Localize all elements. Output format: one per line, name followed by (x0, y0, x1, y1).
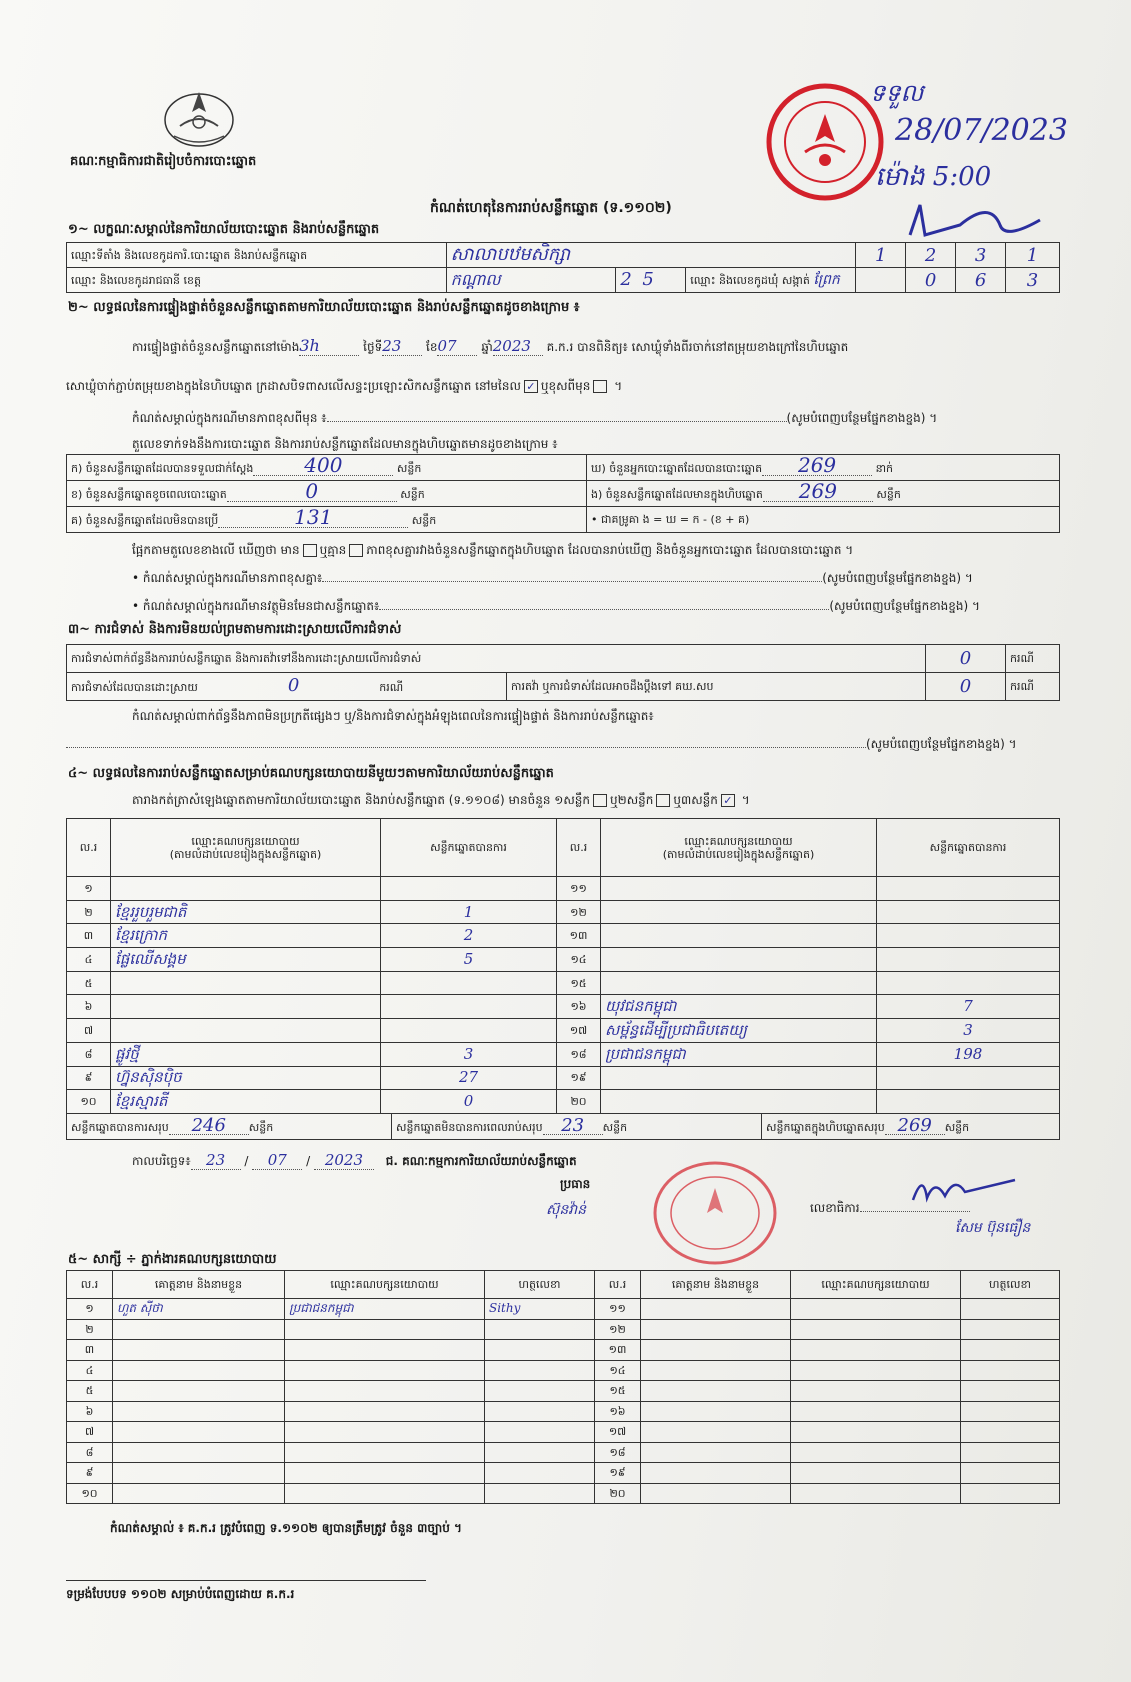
witness-name (113, 1463, 285, 1484)
col-no-left: ល.រ (67, 819, 111, 877)
party-name (601, 900, 877, 924)
form-footer: ទម្រង់បែបបទ ១១០២ សម្រាប់បំពេញដោយ គ.ក.រ (66, 1587, 295, 1601)
witness-sign (961, 1319, 1060, 1340)
table-row (67, 1442, 1060, 1463)
location-label: ឈ្មោះទីតាំង និងលេខកូដការិ.បោះឆ្នោត និងរាប់សន្លឹកឆ្នោត (67, 243, 447, 268)
witness-party (791, 1422, 961, 1443)
party-name (601, 948, 877, 972)
party-name: ខ្មែររួបរួមជាតិ (111, 900, 381, 924)
formula-cell: • ជាគម្រូគា ង = ឃ = ក - (ខ + គ) (587, 507, 1060, 533)
table-row (67, 1483, 1060, 1504)
witness-name (113, 1319, 285, 1340)
spoiled-ballots-cell: ខ) ចំនួនសន្លឹកឆ្នោតខូចពេលបោះឆ្នោត 0 សន្លឹក (67, 481, 587, 507)
row-no: ៥ (67, 971, 111, 995)
objections-table (66, 644, 1060, 701)
witness-no: ២០ (595, 1483, 641, 1504)
party-votes: 2 (381, 924, 557, 948)
diff-bullet2: • កំណត់សម្គាល់ក្នុងករណីមានវត្ថុមិនមែនជាសន្លឹកឆ្នោត៖ (សូមបំពេញបន្ថែមផ្នែកខាងខ្នង) ។ (132, 599, 980, 613)
same-checkbox[interactable]: ✓ (524, 380, 538, 393)
row-no: ៤ (67, 948, 111, 972)
row-no: ៧ (67, 1019, 111, 1043)
party-votes (381, 971, 557, 995)
witness-name (641, 1483, 791, 1504)
received-time: ម៉ោង 5:00 (875, 162, 992, 192)
witness-name (641, 1463, 791, 1484)
table-row (67, 1381, 1060, 1402)
totals-table (66, 1113, 1060, 1140)
location-table (66, 242, 1060, 293)
witness-no: ១៩ (595, 1463, 641, 1484)
row-no: ១៧ (557, 1019, 601, 1043)
ballots-in-box-cell: ង) ចំនួនសន្លឹកឆ្នោតដែលមានក្នុងហិបឆ្នោត 269 សន្លឹក (587, 481, 1060, 507)
section3-title: ៣~ ការជំទាស់ និងការមិនយល់ព្រមតាមការដោះស្រាយលើការជំទាស់ (68, 622, 402, 637)
witness-name (641, 1442, 791, 1463)
row-no: ១២ (557, 900, 601, 924)
witness-no: ៧ (67, 1422, 113, 1443)
voters-cell: ឃ) ចំនួនអ្នកបោះឆ្នោតដែលបានបោះឆ្នោត 269 នាក់ (587, 455, 1060, 481)
row-no: ១៩ (557, 1066, 601, 1090)
witness-name (641, 1340, 791, 1361)
province-label: ឈ្មោះ និងលេខកូដរាជធានី ខេត្ត (67, 268, 447, 293)
party-votes: 0 (381, 1090, 557, 1114)
witness-no: ៨ (67, 1442, 113, 1463)
witness-party (285, 1463, 485, 1484)
section2-title: ២~ លទ្ធផលនៃការផ្ទៀងផ្ទាត់ចំនួនសន្លឹកឆ្នោតតាមការិយាល័យបោះឆ្នោត និងរាប់សន្លឹកឆ្នោតដូចខាងក្រោម ៖ (68, 300, 580, 315)
has-diff-checkbox[interactable] (303, 544, 317, 557)
section5-title: ៥~ សាក្សី ÷ ភ្នាក់ងារគណបក្សនយោបាយ (68, 1252, 277, 1267)
party-votes: 7 (877, 995, 1060, 1019)
appeal-unit: ករណី (1006, 673, 1060, 701)
witness-party (285, 1319, 485, 1340)
party-votes (877, 948, 1060, 972)
witness-sign (485, 1381, 595, 1402)
table-row (67, 995, 1060, 1019)
party-name (601, 1066, 877, 1090)
col-party-left: ឈ្មោះគណបក្សនយោបាយ (តាមលំដាប់លេខរៀងក្នុងសន្លឹកឆ្នោត) (111, 819, 381, 877)
party-votes: 198 (877, 1042, 1060, 1066)
objection-value: 0 (926, 645, 1006, 673)
party-votes (381, 1019, 557, 1043)
witness-party (791, 1299, 961, 1320)
witness-sign (961, 1483, 1060, 1504)
row-no: ១៤ (557, 948, 601, 972)
resolved-cell: ការជំទាស់ដែលបានដោះស្រាយ 0 ករណី (67, 673, 507, 701)
w-col-no-left: ល.រ (67, 1271, 113, 1299)
table-row (67, 1066, 1060, 1090)
row-no: ១១ (557, 877, 601, 901)
witness-party (791, 1381, 961, 1402)
witness-party (285, 1381, 485, 1402)
party-name: ផ្លូវថ្មី (111, 1042, 381, 1066)
province-value: កណ្ដាល (446, 268, 616, 293)
witness-name (641, 1422, 791, 1443)
table-row (67, 877, 1060, 901)
row-no: ២០ (557, 1090, 601, 1114)
witness-name: ហួត ស៊ីថា (113, 1299, 285, 1320)
row-no: ១៦ (557, 995, 601, 1019)
secretary-signature-icon (905, 1168, 1025, 1208)
party-name (111, 1019, 381, 1043)
table-row (67, 1019, 1060, 1043)
objection-label: ការជំទាស់ពាក់ព័ន្ធនឹងការរាប់សន្លឹកឆ្នោត និងការតវ៉ាទៅនឹងការដោះស្រាយលើការជំទាស់ (67, 645, 926, 673)
witness-sign (485, 1319, 595, 1340)
commune-code-2: 6 (956, 268, 1006, 293)
table-row (67, 900, 1060, 924)
witness-sign (961, 1463, 1060, 1484)
two-sheet-checkbox[interactable] (656, 794, 670, 807)
section4-title: ៤~ លទ្ធផលនៃការរាប់សន្លឹកឆ្នោតសម្រាប់គណបក្សនយោបាយនីមួយៗតាមការិយាល័យរាប់សន្លឹកឆ្នោត (68, 766, 554, 781)
witness-sign (961, 1299, 1060, 1320)
party-votes: 27 (381, 1066, 557, 1090)
witness-no: ១៦ (595, 1401, 641, 1422)
three-sheet-checkbox[interactable]: ✓ (721, 794, 735, 807)
table-row (67, 1401, 1060, 1422)
witness-sign (485, 1463, 595, 1484)
witness-party (285, 1340, 485, 1361)
table-row (67, 1299, 1060, 1320)
w-col-name-left: គោត្តនាម និងនាមខ្លួន (113, 1271, 285, 1299)
objection-unit: ករណី (1006, 645, 1060, 673)
total-invalid-cell: សន្លឹកឆ្នោតមិនបានការពេលរាប់សរុប 23 សន្លឹក (392, 1114, 762, 1140)
table-row (67, 971, 1060, 995)
party-votes (381, 877, 557, 901)
witness-no: ៥ (67, 1381, 113, 1402)
witness-name (113, 1381, 285, 1402)
party-votes (877, 877, 1060, 901)
received-ballots-cell: ក) ចំនួនសន្លឹកឆ្នោតដែលបានទទួលជាក់ស្តែង 400 សន្លឹក (67, 455, 587, 481)
party-name: ខ្មែរក្រោក (111, 924, 381, 948)
appeal-label: ការតវ៉ា ឬការជំទាស់ដែលអាចដឹងប្ដឹងទៅ គឃ.សប (507, 673, 926, 701)
witness-no: ១២ (595, 1319, 641, 1340)
witness-party (791, 1463, 961, 1484)
witness-party (791, 1340, 961, 1361)
witness-name (113, 1340, 285, 1361)
figures-intro: តួលេខទាក់ទងនឹងការបោះឆ្នោត និងការរាប់សន្លឹកឆ្នោតដែលមានក្នុងហិបឆ្នោតមានដូចខាងក្រោម ៖ (132, 437, 558, 451)
received-signature-icon (900, 195, 1050, 245)
witness-name (641, 1319, 791, 1340)
location-code-3: 3 (956, 243, 1006, 268)
party-name (111, 877, 381, 901)
row-no: ២ (67, 900, 111, 924)
witness-party (285, 1422, 485, 1443)
verify-line1: ការផ្ទៀងផ្ទាត់ចំនួនសន្លឹកឆ្នោតនៅម៉ោង3h ថ្ងៃទី23 ខែ07 ឆ្នាំ2023 គ.ក.រ បានពិនិត្យ៖ សោឃ្លុំទាំងពីរចាក់នៅតម្រុយខាងក្រៅនៃហិបឆ្នោត (132, 336, 849, 355)
different-checkbox[interactable] (593, 380, 607, 393)
party-name (601, 924, 877, 948)
commune-code-spacer (856, 268, 906, 293)
witness-sign (961, 1381, 1060, 1402)
witness-sign: Sithy (485, 1299, 595, 1320)
secretary-name: សែម ប៊ុនធឿន (955, 1220, 1031, 1236)
w-col-name-right: គោត្តនាម និងនាមខ្លួន (641, 1271, 791, 1299)
witness-no: ៣ (67, 1340, 113, 1361)
witness-name (641, 1360, 791, 1381)
witness-no: ១០ (67, 1483, 113, 1504)
party-name: យុវជនកម្ពុជា (601, 995, 877, 1019)
row-no: ១០ (67, 1090, 111, 1114)
total-valid-cell: សន្លឹកឆ្នោតបានការសរុប 246 សន្លឹក (67, 1114, 392, 1140)
witness-party (791, 1442, 961, 1463)
party-name (111, 995, 381, 1019)
w-col-sign-left: ហត្ថលេខា (485, 1271, 595, 1299)
tally-intro: តារាងកត់ត្រាសំឡេងឆ្នោតតាមការិយាល័យបោះឆ្នោត និងរាប់សន្លឹកឆ្នោត (ទ.១១០៨) មានចំនួន ១សន្លឹក ឬ២សន្លឹក ឬ៣សន្លឹក ✓ ។ (132, 793, 750, 807)
witness-party (791, 1319, 961, 1340)
unused-ballots-cell: គ) ចំនួនសន្លឹកឆ្នោតដែលមិនបានប្រើ 131 សន្លឹក (67, 507, 587, 533)
row-no: ១៨ (557, 1042, 601, 1066)
total-box-cell: សន្លឹកឆ្នោតក្នុងហិបឆ្នោតសរុប 269 សន្លឹក (762, 1114, 1060, 1140)
party-name (601, 971, 877, 995)
chair-name: ស៊ុនវ៉ាន់ (546, 1202, 586, 1218)
location-code-2: 2 (906, 243, 956, 268)
discrepancy-line: ផ្អែកតាមតួលេខខាងលើ ឃើញថា មាន ឬគ្មាន ភាពខុសគ្នារវាងចំនួនសន្លឹកឆ្នោតក្នុងហិបឆ្នោត ដែលបានរាប់ឃើញ និងចំនួនអ្នកបោះឆ្នោត ដែលបានបោះឆ្នោត ។ (132, 543, 854, 557)
witness-no: ១១ (595, 1299, 641, 1320)
witness-name (113, 1401, 285, 1422)
party-votes (877, 1090, 1060, 1114)
diff-note-line: កំណត់សម្គាល់ក្នុងករណីមានភាពខុសពីមុន ៖ (សូមបំពេញបន្ថែមផ្នែកខាងខ្នង) ។ (132, 411, 938, 425)
party-name (601, 877, 877, 901)
w-col-party-left: ឈ្មោះគណបក្សនយោបាយ (285, 1271, 485, 1299)
one-sheet-checkbox[interactable] (593, 794, 607, 807)
witness-sign (961, 1442, 1060, 1463)
footer-note: កំណត់សម្គាល់ ៖ គ.ក.រ ត្រូវបំពេញ ទ.១១០២ ឲ្យបានត្រឹមត្រូវ ចំនួន ៣ច្បាប់ ។ (110, 1521, 462, 1535)
witness-table (66, 1270, 1060, 1504)
secretary-label: លេខាធិការ (810, 1200, 970, 1216)
received-label: ទទួល (870, 79, 924, 107)
party-name: ផ្លែឈើសង្គម (111, 948, 381, 972)
witness-no: ១៥ (595, 1381, 641, 1402)
no-diff-checkbox[interactable] (349, 544, 363, 557)
table-row (67, 1463, 1060, 1484)
province-code: 2 5 (616, 268, 686, 293)
party-name (111, 971, 381, 995)
col-votes-right: សន្លឹកឆ្នោតបានការ (877, 819, 1060, 877)
witness-party (791, 1360, 961, 1381)
party-votes (877, 1066, 1060, 1090)
witness-sign (961, 1340, 1060, 1361)
commune-code-3: 3 (1006, 268, 1060, 293)
col-votes-left: សន្លឹកឆ្នោតបានការ (381, 819, 557, 877)
party-votes (877, 900, 1060, 924)
witness-party (791, 1401, 961, 1422)
party-votes (877, 971, 1060, 995)
commune-cell: ឈ្មោះ និងលេខកូដឃុំ សង្កាត់ ព្រែក (686, 268, 856, 293)
table-row (67, 948, 1060, 972)
w-col-sign-right: ហត្ថលេខា (961, 1271, 1060, 1299)
witness-sign (485, 1360, 595, 1381)
row-no: ៣ (67, 924, 111, 948)
witness-name (641, 1401, 791, 1422)
official-seal-icon (765, 80, 885, 205)
form-title: កំណត់ហេតុនៃការរាប់សន្លឹកឆ្នោត (ទ.១១០២) (430, 200, 672, 216)
party-votes: 3 (877, 1019, 1060, 1043)
party-votes: 3 (381, 1042, 557, 1066)
witness-name (641, 1381, 791, 1402)
witness-party (285, 1442, 485, 1463)
location-code-4: 1 (1006, 243, 1060, 268)
witness-no: ១៨ (595, 1442, 641, 1463)
commune-code-1: 0 (906, 268, 956, 293)
section1-title: ១~ លក្ខណៈសម្គាល់នៃការិយាល័យបោះឆ្នោត និងរាប់សន្លឹកឆ្នោត (68, 222, 380, 237)
location-value: សាលាបឋមសិក្សា (446, 243, 856, 268)
witness-sign (485, 1401, 595, 1422)
location-code-1: 1 (856, 243, 906, 268)
witness-party (285, 1360, 485, 1381)
witness-no: ៤ (67, 1360, 113, 1381)
irregularity-note: កំណត់សម្គាល់ពាក់ព័ន្ធនឹងភាពមិនប្រក្រតីផ្សេងៗ ឬ/និងការជំទាស់ក្នុងអំឡុងពេលនៃការផ្ទៀងផ្ទាត់ និងការរាប់សន្លឹកឆ្នោត៖ (132, 709, 654, 723)
col-no-right: ល.រ (557, 819, 601, 877)
witness-party (791, 1483, 961, 1504)
nec-emblem-icon (160, 82, 238, 150)
witness-no: ១ (67, 1299, 113, 1320)
party-votes (381, 995, 557, 1019)
witness-name (641, 1299, 791, 1320)
figures-table (66, 454, 1060, 533)
appeal-value: 0 (926, 673, 1006, 701)
witness-no: ៩ (67, 1463, 113, 1484)
party-votes: 1 (381, 900, 557, 924)
witness-no: ១៤ (595, 1360, 641, 1381)
row-no: ១ (67, 877, 111, 901)
row-no: ៨ (67, 1042, 111, 1066)
party-name: ប្រជាជនកម្ពុជា (601, 1042, 877, 1066)
witness-no: ១៧ (595, 1422, 641, 1443)
table-row (67, 1422, 1060, 1443)
party-name: ខ្មែរស្មារតី (111, 1090, 381, 1114)
witness-name (113, 1360, 285, 1381)
witness-no: ២ (67, 1319, 113, 1340)
row-no: ១៣ (557, 924, 601, 948)
row-no: ៦ (67, 995, 111, 1019)
row-no: ១៥ (557, 971, 601, 995)
witness-sign (961, 1360, 1060, 1381)
witness-name (113, 1483, 285, 1504)
irregularity-note-line: (សូមបំពេញបន្ថែមផ្នែកខាងខ្នង) ។ (66, 736, 1017, 752)
table-row (67, 1042, 1060, 1066)
table-row (67, 1340, 1060, 1361)
chair-label: ប្រធាន (560, 1177, 591, 1191)
witness-sign (485, 1422, 595, 1443)
w-col-party-right: ឈ្មោះគណបក្សនយោបាយ (791, 1271, 961, 1299)
party-name (601, 1090, 877, 1114)
diff-bullet1: • កំណត់សម្គាល់ក្នុងករណីមានភាពខុសគ្នា៖ (សូមបំពេញបន្ថែមផ្នែកខាងខ្នង) ។ (132, 571, 973, 585)
col-party-right: ឈ្មោះគណបក្សនយោបាយ (តាមលំដាប់លេខរៀងក្នុងសន្លឹកឆ្នោត) (601, 819, 877, 877)
party-votes (877, 924, 1060, 948)
witness-sign (485, 1483, 595, 1504)
w-col-no-right: ល.រ (595, 1271, 641, 1299)
table-row (67, 1319, 1060, 1340)
witness-name (113, 1442, 285, 1463)
witness-sign (485, 1340, 595, 1361)
party-results-table (66, 818, 1060, 1114)
witness-sign (961, 1401, 1060, 1422)
footer-divider (66, 1580, 426, 1581)
witness-no: ១៣ (595, 1340, 641, 1361)
witness-no: ៦ (67, 1401, 113, 1422)
witness-party (285, 1483, 485, 1504)
table-row (67, 1090, 1060, 1114)
witness-sign (485, 1442, 595, 1463)
committee-seal-icon (650, 1158, 780, 1268)
date-line: កាលបរិច្ឆេទ៖ 23 / 07 / 2023 ជ. គណៈកម្មការការិយាល័យរាប់សន្លឹកឆ្នោត (132, 1151, 577, 1169)
verify-line2: សោឃ្លុំចាក់ភ្ជាប់តម្រុយខាងក្នុងនៃហិបឆ្នោត ក្រដាសបិទពាសលើសន្ទះប្រឡោះសិកសន្លឹកឆ្នោត នៅមនៃល ✓ ឬខុសពីមុន ។ (66, 379, 623, 393)
table-row (67, 1360, 1060, 1381)
party-votes: 5 (381, 948, 557, 972)
witness-party (285, 1401, 485, 1422)
party-name: ហ្វ៊ុនស៊ិនប៉ិច (111, 1066, 381, 1090)
witness-name (113, 1422, 285, 1443)
org-name: គណៈកម្មាធិការជាតិរៀបចំការបោះឆ្នោត (70, 154, 257, 169)
received-date: 28/07/2023 (895, 113, 1068, 148)
row-no: ៩ (67, 1066, 111, 1090)
witness-party: ប្រជាជនកម្ពុជា (285, 1299, 485, 1320)
party-name: សម្ព័ន្ធដើម្បីប្រជាធិបតេយ្យ (601, 1019, 877, 1043)
witness-sign (961, 1422, 1060, 1443)
table-row (67, 924, 1060, 948)
